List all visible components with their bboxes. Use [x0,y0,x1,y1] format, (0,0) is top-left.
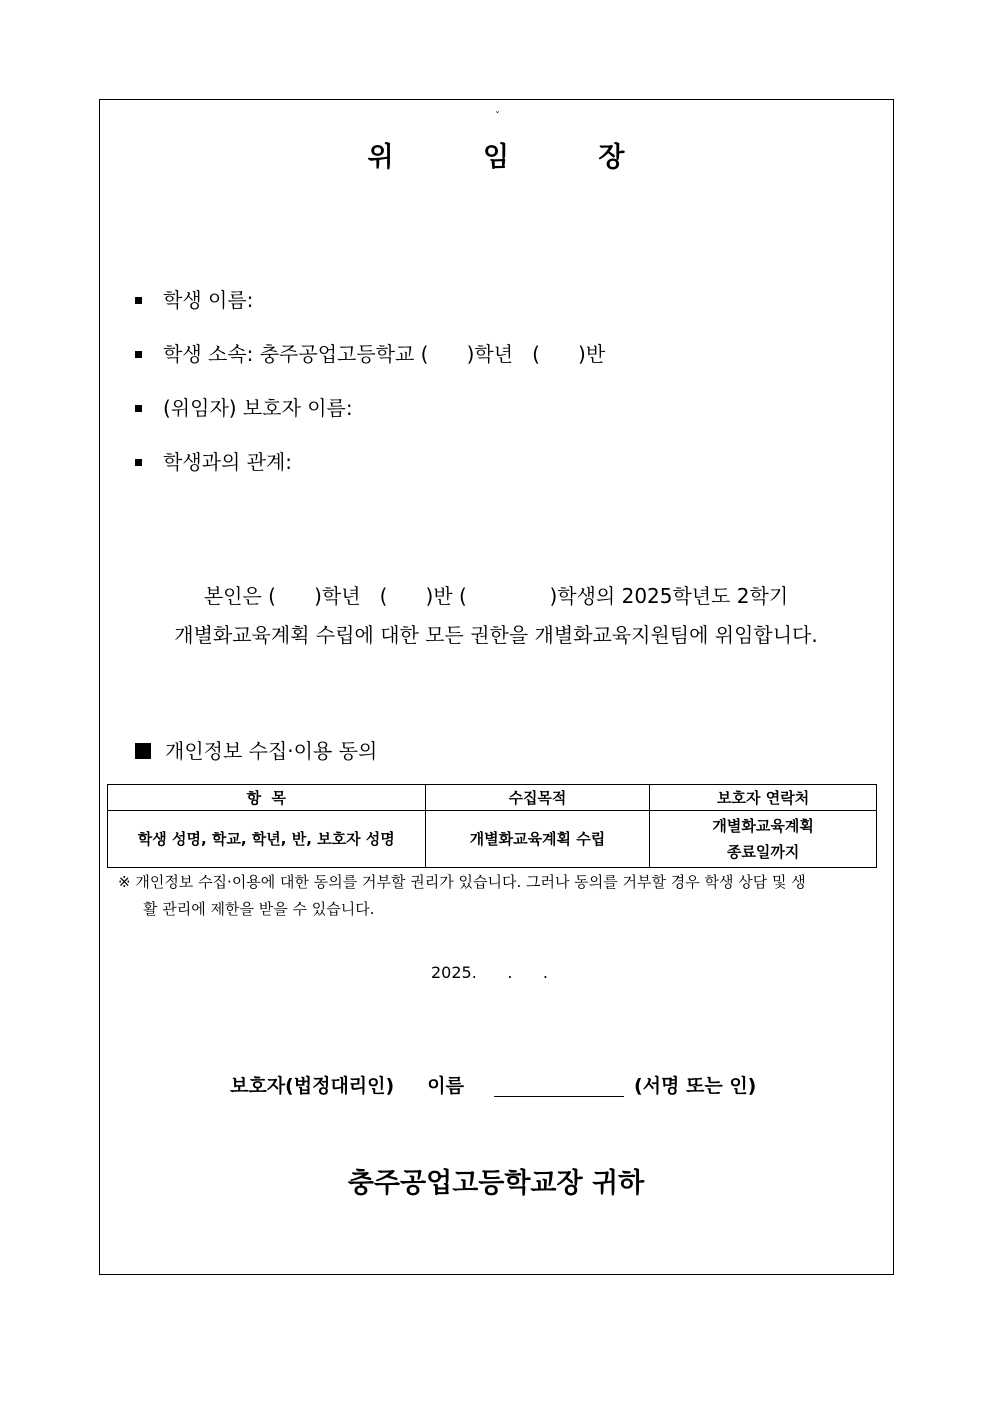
student-info-list [135,283,605,499]
declaration-line-2: 개별화교육계획 수립에 대한 모든 권한을 개별화교육지원팀에 위임합니다. [174,623,818,647]
field-relationship: 학생과의 관계: [163,450,293,474]
consent-heading-text: 개인정보 수집·이용 동의 [165,739,378,763]
bullet-square-icon [135,405,142,412]
cell-period-line-2: 종료일까지 [726,843,800,861]
header-contact: 보호자 연락처 [650,785,877,811]
consent-heading [135,737,377,765]
bullet-square-icon [135,351,142,358]
document-title: 위 임 장 [367,142,665,173]
field-student-affiliation: 학생 소속: 충주공업고등학교 ( )학년 ( )반 [163,342,606,366]
table-header-row [108,785,877,811]
bullet-square-icon [135,297,142,304]
list-item [135,445,605,499]
consent-table [107,784,877,868]
list-item [135,283,605,337]
cell-period-line-1: 개별화교육계획 [712,817,814,835]
signature-row [230,1071,756,1101]
signature-label: 보호자(법정대리인) 이름 [230,1075,464,1097]
table-row [108,811,877,868]
list-item [135,391,605,445]
header-items: 항 목 [108,785,426,811]
consent-note-line-1: ※ 개인정보 수집·이용에 대한 동의를 거부할 권리가 있습니다. 그러나 동의를 거부할 경우 학생 상담 및 생 [118,873,806,891]
field-guardian-name: (위임자) 보호자 이름: [163,396,353,420]
declaration-line-1: 본인은 ( )학년 ( )반 ( )학생의 2025학년도 2학기 [203,584,789,608]
cell-period [650,811,877,868]
addressee: 충주공업고등학교장 귀하 [347,1168,645,1199]
consent-note-line-2: 활 관리에 제한을 받을 수 있습니다. [143,900,375,918]
header-purpose: 수집목적 [425,785,650,811]
field-student-name: 학생 이름: [163,288,254,312]
date-field: 2025. . . [431,963,549,982]
cell-purpose: 개별화교육계획 수립 [425,811,650,868]
top-mark: ˇ [495,111,500,122]
cell-items: 학생 성명, 학교, 학년, 반, 보호자 성명 [108,811,426,868]
consent-note [118,869,878,923]
signature-line[interactable] [494,1076,624,1097]
bullet-square-icon [135,459,142,466]
list-item [135,337,605,391]
filled-square-icon [135,743,151,759]
signature-suffix: (서명 또는 인) [633,1075,757,1097]
